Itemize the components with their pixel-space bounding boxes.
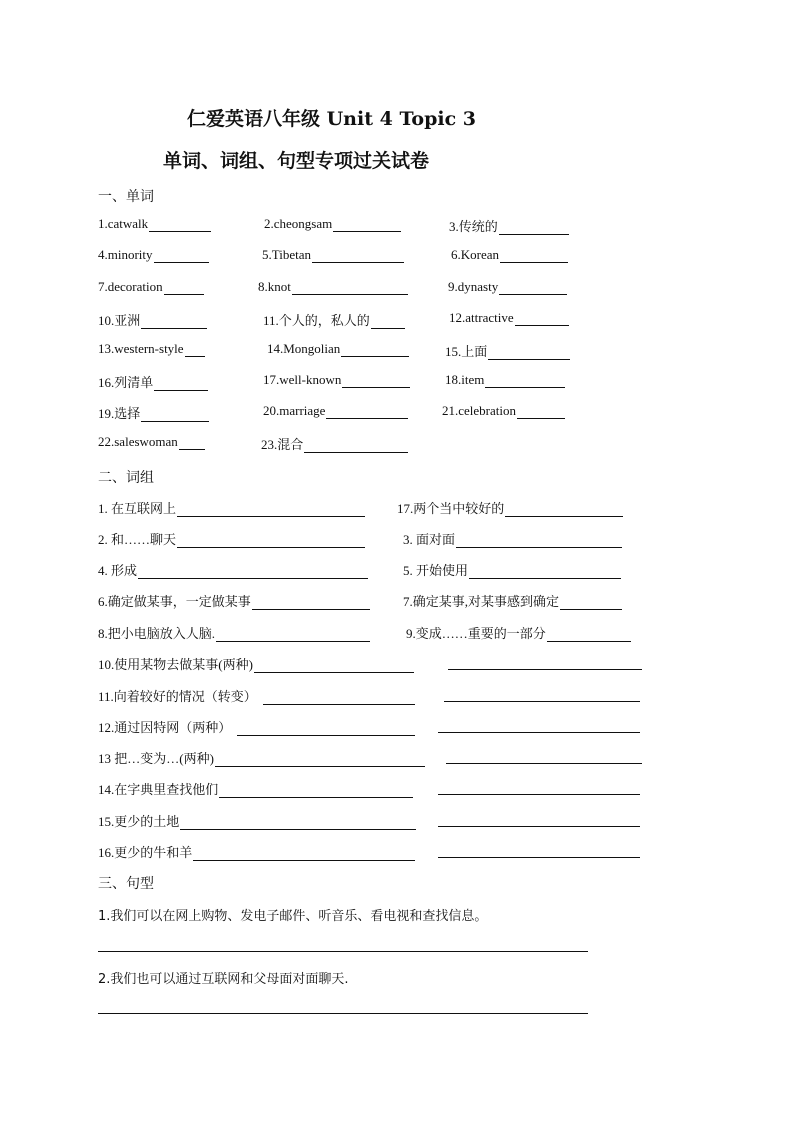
vocab-item: 8.knot [258, 279, 408, 295]
vocab-item: 9.dynasty [448, 279, 567, 295]
vocab-item: 19.选择 [98, 403, 209, 422]
answer-blank[interactable] [138, 566, 368, 579]
vocab-item: 22.saleswoman [98, 434, 205, 450]
answer-blank[interactable] [515, 313, 569, 326]
answer-blank[interactable] [485, 375, 565, 388]
vocab-item: 1.catwalk [98, 216, 211, 232]
worksheet-title: 仁爱英语八年级 Unit 4 Topic 3 [187, 108, 476, 130]
vocab-item: 5.Tibetan [262, 247, 404, 263]
vocab-item: 12.attractive [449, 310, 569, 326]
answer-blank[interactable] [371, 316, 405, 329]
answer-blank[interactable] [292, 282, 408, 295]
answer-blank[interactable] [438, 857, 640, 858]
vocab-item: 21.celebration [442, 403, 565, 419]
answer-blank[interactable] [456, 535, 622, 548]
answer-blank[interactable] [446, 763, 642, 764]
phrase-item: 10.使用某物去做某事(两种) [98, 654, 414, 673]
phrase-item: 4. 形成 [98, 560, 368, 579]
answer-blank[interactable] [177, 504, 365, 517]
vocab-item: 18.item [445, 372, 565, 388]
answer-blank[interactable] [164, 282, 204, 295]
answer-blank[interactable] [560, 597, 622, 610]
answer-blank[interactable] [179, 437, 205, 450]
answer-blank[interactable] [488, 347, 570, 360]
answer-blank[interactable] [438, 826, 640, 827]
vocab-item: 11.个人的，私人的 [263, 310, 405, 329]
vocab-item: 13.western-style [98, 341, 205, 357]
phrase-item: 9.变成……重要的一部分 [406, 623, 631, 642]
answer-blank[interactable] [469, 566, 621, 579]
answer-blank[interactable] [154, 250, 209, 263]
section-vocabulary-heading: 一、单词 [98, 189, 154, 205]
answer-blank[interactable] [149, 219, 211, 232]
phrase-item: 3. 面对面 [403, 529, 622, 548]
vocab-item: 16.列清单 [98, 372, 208, 391]
answer-blank[interactable] [185, 344, 205, 357]
phrase-item: 11.向着较好的情况（转变） [98, 686, 415, 705]
answer-blank[interactable] [219, 785, 413, 798]
vocab-item: 14.Mongolian [267, 341, 409, 357]
answer-blank[interactable] [193, 848, 415, 861]
answer-blank[interactable] [499, 222, 569, 235]
phrase-item: 12.通过因特网（两种） [98, 717, 415, 736]
answer-blank[interactable] [141, 316, 207, 329]
answer-blank[interactable] [342, 375, 410, 388]
vocab-item: 7.decoration [98, 279, 204, 295]
answer-blank[interactable] [500, 250, 568, 263]
answer-blank[interactable] [444, 701, 640, 702]
answer-blank[interactable] [499, 282, 567, 295]
vocab-item: 15.上面 [445, 341, 570, 360]
answer-blank[interactable] [252, 597, 370, 610]
phrase-item: 17.两个当中较好的 [397, 498, 623, 517]
section-sentences-heading: 三、句型 [98, 876, 154, 892]
answer-blank[interactable] [341, 344, 409, 357]
vocab-item: 23.混合 [261, 434, 408, 453]
phrase-item: 8.把小电脑放入人脑. [98, 623, 370, 642]
phrase-item: 13 把…变为…(两种) [98, 748, 425, 767]
phrase-item: 15.更少的土地 [98, 811, 416, 830]
answer-blank[interactable] [505, 504, 623, 517]
answer-line[interactable] [98, 1013, 588, 1014]
answer-blank[interactable] [312, 250, 404, 263]
vocab-item: 4.minority [98, 247, 209, 263]
answer-blank[interactable] [154, 378, 208, 391]
vocab-item: 2.cheongsam [264, 216, 401, 232]
answer-blank[interactable] [254, 660, 414, 673]
worksheet-subtitle: 单词、词组、句型专项过关试卷 [163, 150, 430, 172]
answer-blank[interactable] [215, 754, 425, 767]
vocab-item: 3.传统的 [449, 216, 569, 235]
phrase-item: 14.在字典里查找他们 [98, 779, 413, 798]
phrase-item: 1. 在互联网上 [98, 498, 365, 517]
sentence-prompt: 1.我们可以在网上购物、发电子邮件、听音乐、看电视和查找信息。 [98, 909, 488, 924]
answer-blank[interactable] [333, 219, 401, 232]
vocab-item: 20.marriage [263, 403, 408, 419]
answer-blank[interactable] [448, 669, 642, 670]
vocab-item: 17.well-known [263, 372, 410, 388]
answer-blank[interactable] [326, 406, 408, 419]
answer-line[interactable] [98, 951, 588, 952]
sentence-prompt: 2.我们也可以通过互联网和父母面对面聊天. [98, 972, 349, 987]
answer-blank[interactable] [141, 409, 209, 422]
section-phrases-heading: 二、词组 [98, 470, 154, 486]
phrase-item: 6.确定做某事，一定做某事 [98, 591, 370, 610]
answer-blank[interactable] [263, 692, 415, 705]
phrase-item: 5. 开始使用 [403, 560, 621, 579]
vocab-item: 6.Korean [451, 247, 568, 263]
vocab-item: 10.亚洲 [98, 310, 207, 329]
answer-blank[interactable] [177, 535, 365, 548]
answer-blank[interactable] [517, 406, 565, 419]
answer-blank[interactable] [216, 629, 370, 642]
answer-blank[interactable] [547, 629, 631, 642]
phrase-item: 16.更少的牛和羊 [98, 842, 415, 861]
answer-blank[interactable] [438, 732, 640, 733]
answer-blank[interactable] [237, 723, 415, 736]
answer-blank[interactable] [304, 440, 408, 453]
answer-blank[interactable] [180, 817, 416, 830]
answer-blank[interactable] [438, 794, 640, 795]
phrase-item: 7.确定某事,对某事感到确定 [403, 591, 622, 610]
phrase-item: 2. 和……聊天 [98, 529, 365, 548]
